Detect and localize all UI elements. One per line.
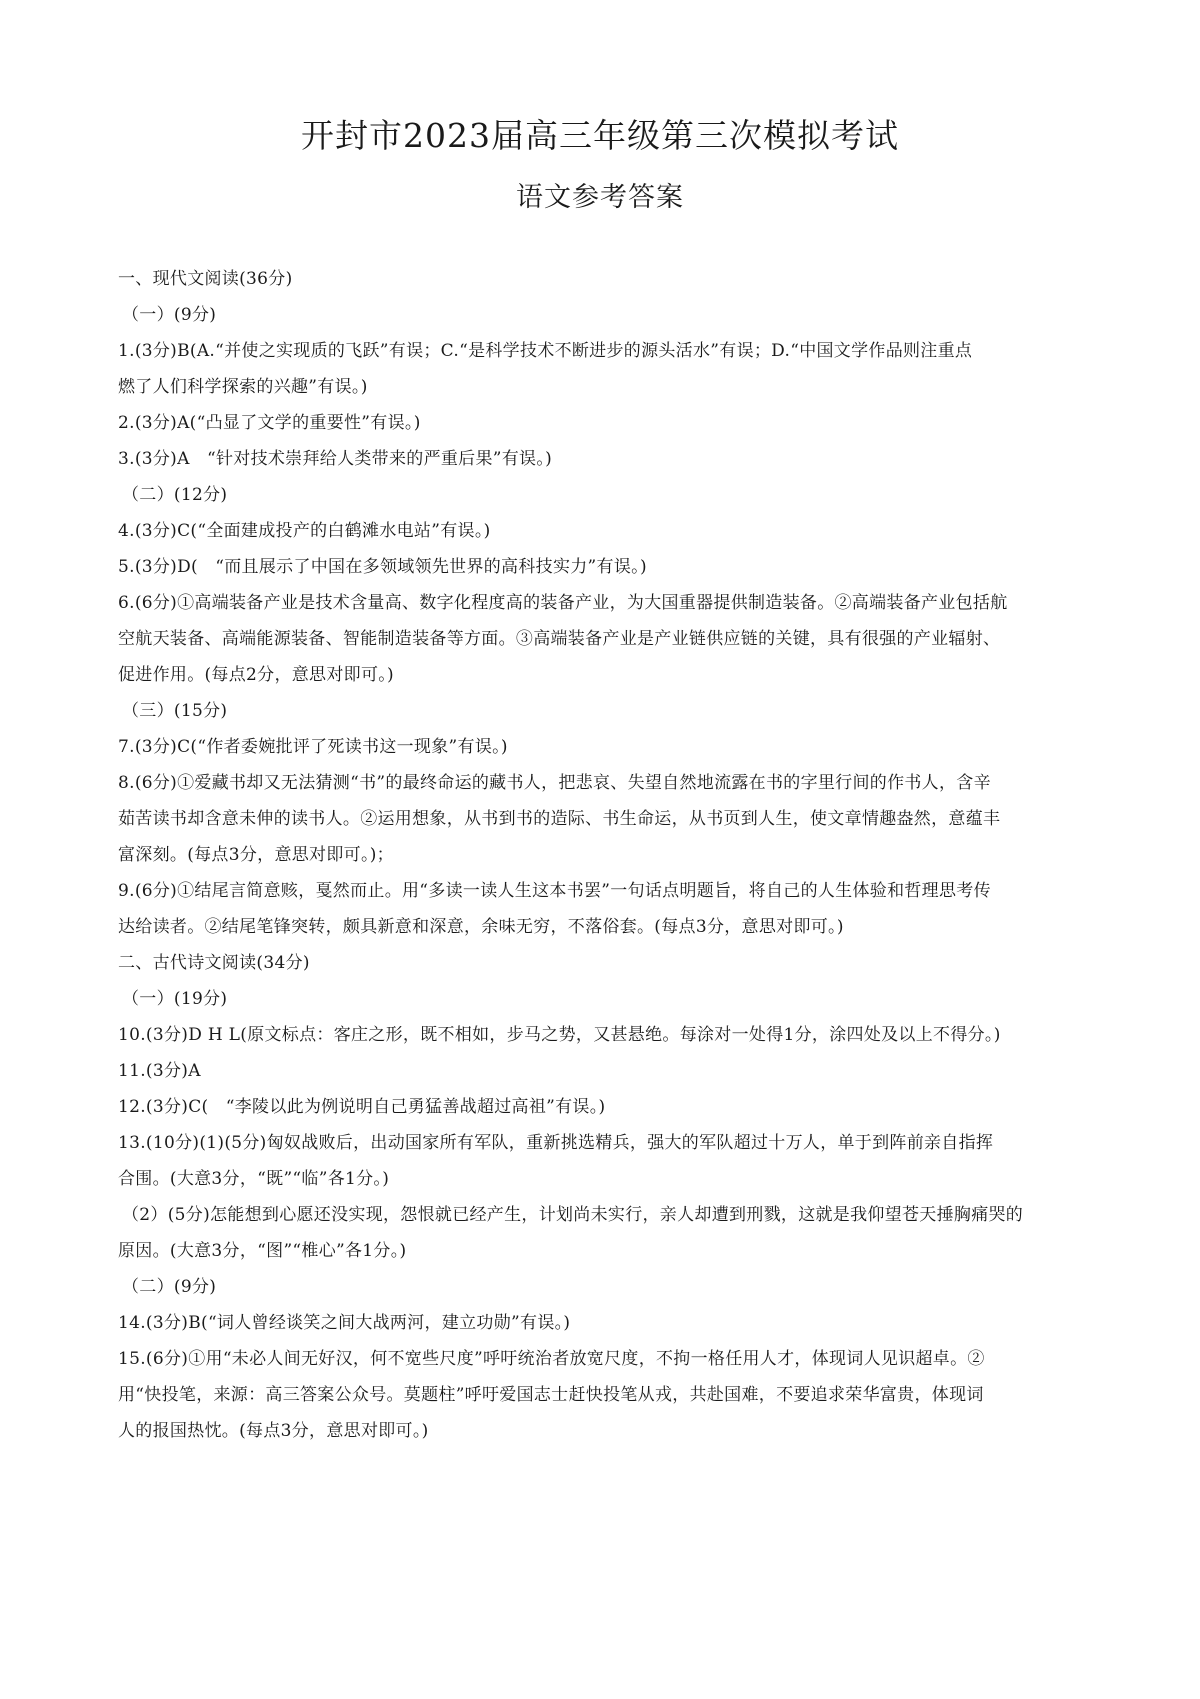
answer-line: 6.(6分)①高端装备产业是技术含量高、数字化程度高的装备产业，为大国重器提供制造装备。②高端装备产业包括航 bbox=[118, 593, 1008, 613]
subsection-heading: （二）(12分) bbox=[122, 485, 228, 505]
answer-line: 空航天装备、高端能源装备、智能制造装备等方面。③高端装备产业是产业链供应链的关键，具有很强的产业辐射、 bbox=[118, 629, 1001, 649]
answer-line: （2）(5分)怎能想到心愿还没实现，怨恨就已经产生，计划尚未实行，亲人却遭到刑戮，这就是我仰望苍天捶胸痛哭的 bbox=[122, 1205, 1024, 1225]
section-heading: 一、现代文阅读(36分) bbox=[118, 269, 293, 289]
answer-line: 14.(3分)B(“词人曾经谈笑之间大战两河，建立功勋”有误。) bbox=[118, 1313, 571, 1333]
document-title: 开封市2023届高三年级第三次模拟考试 bbox=[301, 116, 899, 155]
answer-line: 原因。(大意3分，“图”“椎心”各1分。) bbox=[118, 1241, 407, 1261]
answer-line: 9.(6分)①结尾言简意赅，戛然而止。用“多读一读人生这本书罢”一句话点明题旨，将自己的人生体验和哲理思考传 bbox=[118, 881, 991, 901]
answer-line: 合围。(大意3分，“既”“临”各1分。) bbox=[118, 1169, 390, 1189]
subsection-heading: （三）(15分) bbox=[122, 701, 228, 721]
answer-line: 3.(3分)A “针对技术崇拜给人类带来的严重后果”有误。) bbox=[118, 449, 553, 469]
answer-content bbox=[118, 261, 1103, 1449]
answer-line: 促进作用。(每点2分，意思对即可。) bbox=[118, 665, 394, 685]
subsection-heading: （一）(19分) bbox=[122, 989, 228, 1009]
answer-line: 用“快投笔，来源：高三答案公众号。莫题柱”呼吁爱国志士赶快投笔从戎，共赴国难，不要追求荣华富贵，体现词 bbox=[118, 1385, 984, 1405]
answer-line: 7.(3分)C(“作者委婉批评了死读书这一现象”有误。) bbox=[118, 737, 508, 757]
answer-line: 燃了人们科学探索的兴趣”有误。) bbox=[118, 377, 368, 397]
subsection-heading: （一）(9分) bbox=[122, 305, 217, 325]
subsection-heading: （二）(9分) bbox=[122, 1277, 217, 1297]
answer-line: 2.(3分)A(“凸显了文学的重要性”有误。) bbox=[118, 413, 421, 433]
section-heading: 二、古代诗文阅读(34分) bbox=[118, 953, 310, 973]
answer-line: 人的报国热忱。(每点3分，意思对即可。) bbox=[118, 1421, 429, 1441]
answer-line: 10.(3分)D H L(原文标点：客庄之形，既不相如，步马之势，又甚悬绝。每涂对一处得1分，涂四处及以上不得分。) bbox=[118, 1025, 1001, 1045]
answer-line: 1.(3分)B(A.“并使之实现质的飞跃”有误；C.“是科学技术不断进步的源头活水”有误；D.“中国文学作品则注重点 bbox=[118, 341, 973, 361]
answer-line: 富深刻。(每点3分，意思对即可。)； bbox=[118, 845, 394, 865]
document-subtitle: 语文参考答案 bbox=[516, 182, 684, 213]
answer-line: 13.(10分)(1)(5分)匈奴战败后，出动国家所有军队，重新挑选精兵，强大的军队超过十万人，单于到阵前亲自指挥 bbox=[118, 1133, 994, 1153]
answer-line: 茹苦读书却含意未伸的读书人。②运用想象，从书到书的造际、书生命运，从书页到人生，使文章情趣盎然，意蕴丰 bbox=[118, 809, 1001, 829]
answer-line: 8.(6分)①爱藏书却又无法猜测“书”的最终命运的藏书人，把悲哀、失望自然地流露在书的字里行间的作书人，含辛 bbox=[118, 773, 991, 793]
answer-line: 达给读者。②结尾笔锋突转，颇具新意和深意，余味无穷，不落俗套。(每点3分，意思对即可。) bbox=[118, 917, 844, 937]
answer-line: 4.(3分)C(“全面建成投产的白鹤滩水电站”有误。) bbox=[118, 521, 491, 541]
answer-line: 12.(3分)C( “李陵以此为例说明自己勇猛善战超过高祖”有误。) bbox=[118, 1097, 606, 1117]
answer-line: 5.(3分)D( “而且展示了中国在多领域领先世界的高科技实力”有误。) bbox=[118, 557, 647, 577]
answer-line: 15.(6分)①用“未必人间无好汉，何不宽些尺度”呼吁统治者放宽尺度，不拘一格任用人才，体现词人见识超卓。② bbox=[118, 1349, 985, 1369]
answer-line: 11.(3分)A bbox=[118, 1061, 201, 1081]
